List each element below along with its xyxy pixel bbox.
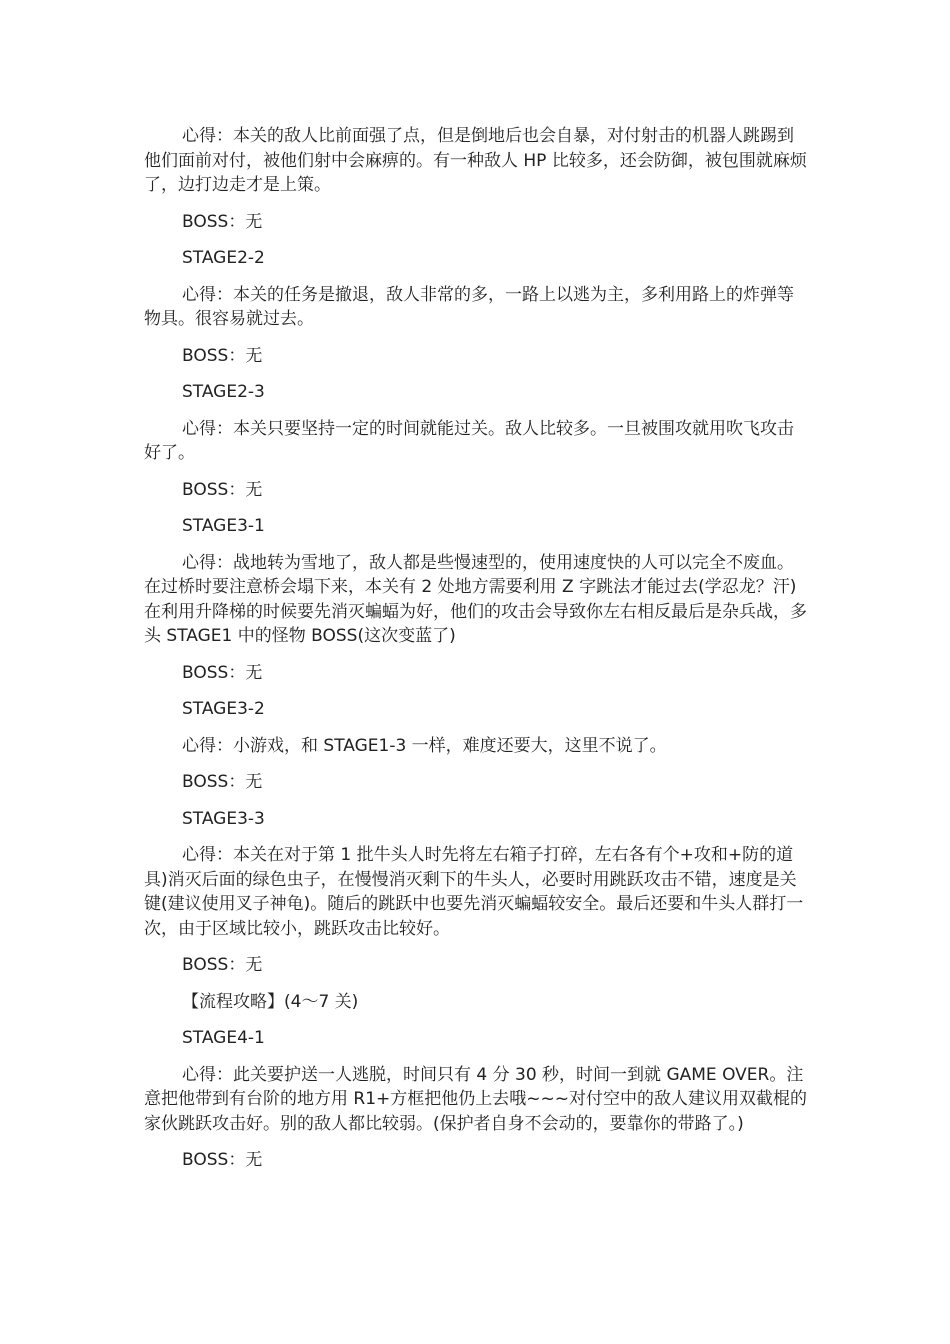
paragraph-stage2-1-notes: 心得：本关的敌人比前面强了点，但是倒地后也会自暴，对付射击的机器人跳踢到他们面前对付，被他们射中会麻痹的。有一种敌人 HP 比较多，还会防御，被包围就麻烦了，边打边走才是上策。 (144, 126, 807, 195)
paragraph-stage-heading: STAGE3-1 (182, 516, 265, 536)
paragraph-boss: BOSS：无 (182, 955, 263, 975)
paragraph-stage-heading: STAGE2-2 (182, 248, 265, 268)
paragraph-stage3-3-notes: 心得：本关在对于第 1 批牛头人时先将左右箱子打碎，左右各有个+攻和+防的道具)消灭后面的绿色虫子，在慢慢消灭剩下的牛头人，必要时用跳跃攻击不错，速度是关键(建议使用叉子神龟)。随后的跳跃中也要先消灭蝙蝠较安全。最后还要和牛头人群打一次，由于区域比较小，跳跃攻击比较好。 (144, 845, 804, 939)
paragraph-stage3-2-notes: 心得：小游戏，和 STAGE1-3 一样，难度还要大，这里不说了。 (182, 735, 667, 756)
paragraph-boss: BOSS：无 (182, 662, 263, 683)
paragraph-boss: BOSS：无 (182, 772, 263, 792)
paragraph-boss: BOSS：无 (182, 211, 263, 232)
paragraph-stage-heading: STAGE2-3 (182, 382, 265, 402)
paragraph-section-heading: 【流程攻略】(4～7 关) (182, 991, 359, 1012)
paragraph-stage-heading: STAGE4-1 (182, 1028, 265, 1048)
paragraph-stage4-1-notes: 心得：此关要护送一人逃脱，时间只有 4 分 30 秒，时间一到就 GAME OVER。注意把他带到有台阶的地方用 R1+方框把他仍上去哦~~~对付空中的敌人建议用双截棍的家伙跳跃攻击好。别的敌人都比较弱。(保护者自身不会动的，要靠你的带路了。) (144, 1064, 808, 1134)
document-body (144, 124, 808, 1185)
paragraph-stage-heading: STAGE3-3 (182, 808, 265, 829)
paragraph-boss: BOSS：无 (182, 345, 263, 366)
paragraph-stage2-2-notes: 心得：本关的任务是撤退，敌人非常的多，一路上以逃为主，多利用路上的炸弹等物具。很容易就过去。 (144, 284, 794, 329)
paragraph-stage3-1-notes: 心得：战地转为雪地了，敌人都是些慢速型的，使用速度快的人可以完全不废血。在过桥时要注意桥会塌下来，本关有 2 处地方需要利用 Z 字跳法才能过去(学忍龙？汗)在利用升降梯的时候要先消灭蝙蝠为好，他们的攻击会导致你左右相反最后是杂兵战，多头 STAGE1 中的怪物 BOSS(这次变蓝了) (144, 552, 807, 646)
paragraph-boss: BOSS：无 (182, 1150, 263, 1170)
paragraph-stage2-3-notes: 心得：本关只要坚持一定的时间就能过关。敌人比较多。一旦被围攻就用吹飞攻击好了。 (144, 418, 794, 463)
paragraph-boss: BOSS：无 (182, 479, 263, 500)
paragraph-stage-heading: STAGE3-2 (182, 699, 265, 719)
